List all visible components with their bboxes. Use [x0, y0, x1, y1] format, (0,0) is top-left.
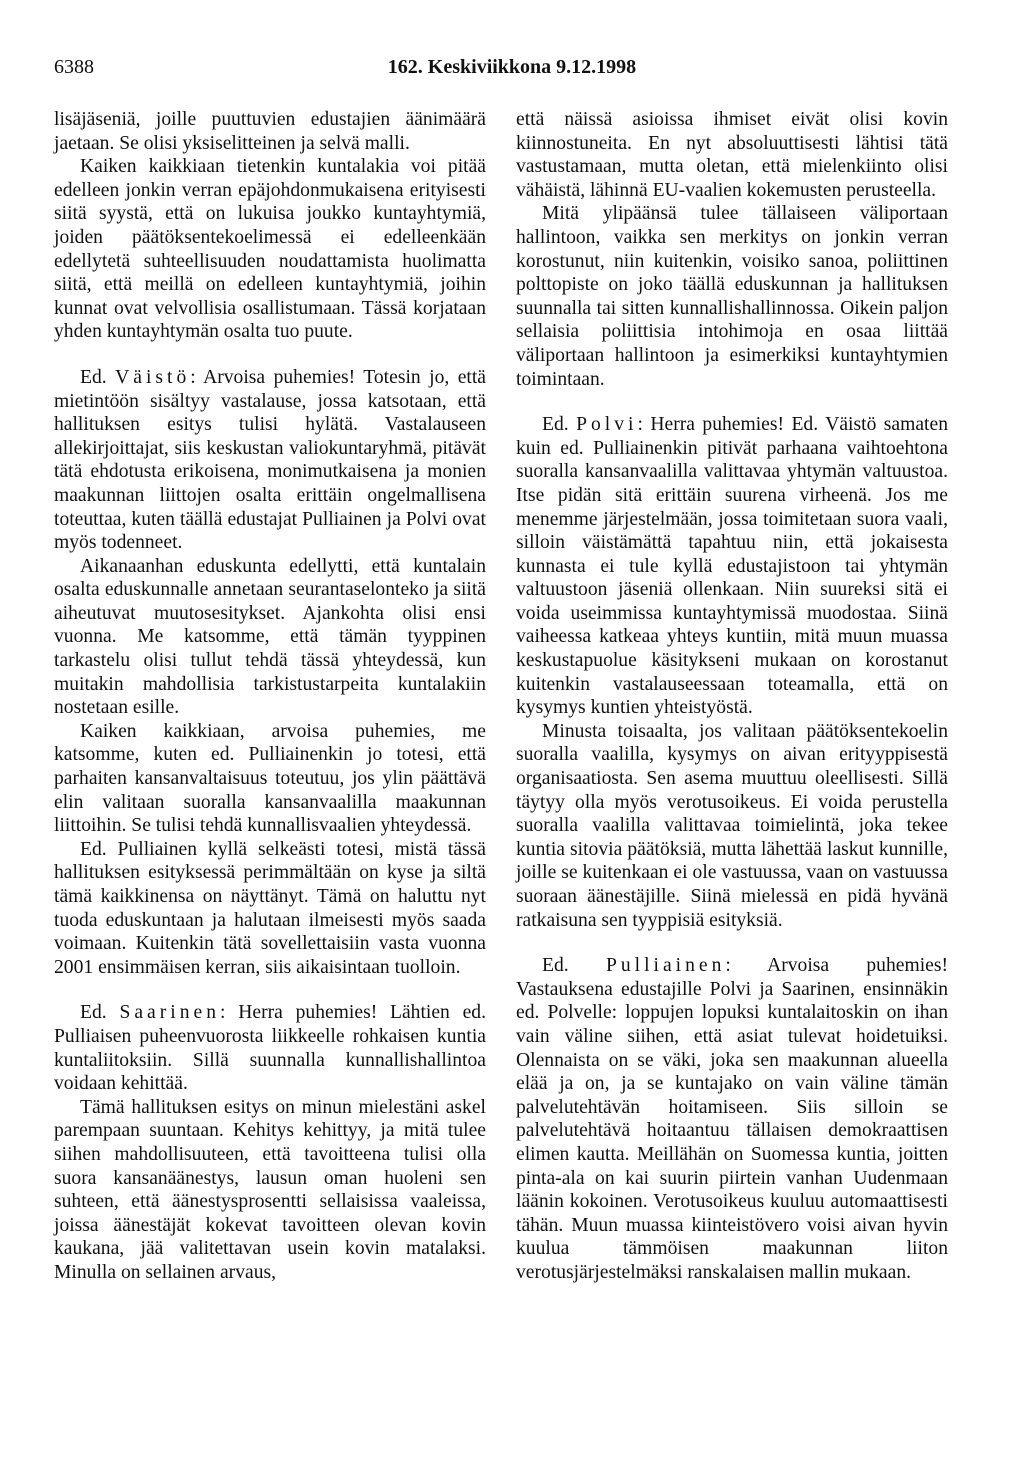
issue-title: 162. Keskiviikkona 9.12.1998 [387, 56, 637, 78]
speech-paragraph: Ed. Polvi: Herra puhemies! Ed. Väistö samaten kuin ed. Pulliainenkin pitivät parhaana vaihtoehtona suoralla kansanvaalilla valittavaa yhtymän valtuustoa. Itse pidän sitä erittäin suurena virheenä. Jos me menemme järjestelmään, jossa toimitetaan suora vaali, silloin väistämättä tapahtuu niin, että jokaisesta kunnasta ei tule kyllä edustajistoon tai yhtymän valtuustoon jäseniä ollenkaan. Niin suureksi sitä ei voida useimmissa kuntayhtymissä muodostaa. Siinä vaiheessa katkeaa yhteys kuntiin, mitä muun muassa keskustapuolue käsitykseni mukaan on korostanut kuitenkin vastalauseessaan toteamalla, että on kysymys kuntien yhteistyöstä. [516, 414, 948, 719]
speaker-prefix: Ed. [80, 1002, 107, 1024]
paragraph: Ed. Pulliainen kyllä selkeästi totesi, mistä tässä hallituksen esityksessä perimmältään on kyse ja siltä tämä kaikkinensa on näyttänyt. Tämä on haluttu nyt tuoda eduskuntaan ja halutaan ilmeisesti myös saada voimaan. Kuitenkin tätä sovellettaisiin vasta vuonna 2001 ensimmäisen kerran, siis aikaisintaan tuolloin. [54, 838, 486, 978]
left-column [54, 108, 486, 1285]
speaker-prefix: Ed. [542, 414, 569, 436]
paragraph: Minusta toisaalta, jos valitaan päätöksentekoelin suoralla vaalilla, kysymys on aivan erityyppisestä organisaatiosta. Sen asema muuttuu oleellisesti. Sillä täytyy olla myös verotusoikeus. Ei voida perustella suoralla vaalilla valittavaa toimielintä, joka tekee kuntia sitovia päätöksiä, mutta lähettää laskut kunnille, joille se kuitenkaan ei ole vastuussa, vaan on vastuussa suoraan äänestäjille. Siinä mielessä en pidä hyvänä ratkaisuna sen tyyppisiä esityksiä. [516, 720, 948, 931]
paragraph: Kaiken kaikkiaan, arvoisa puhemies, me katsomme, kuten ed. Pulliainenkin jo totesi, että parhaiten kansanvaltaisuus toteutuu, jos ylin päättävä elin valitaan suoralla kansanvaalilla maakunnan liittoihin. Se tulisi tehdä kunnallisvaalien yhteydessä. [54, 720, 486, 837]
speaker-name: Polvi [576, 414, 638, 436]
speaker-name: Saarinen [119, 1002, 221, 1024]
page-number: 6388 [54, 56, 94, 78]
speaker-name: Pulliainen [605, 955, 726, 977]
speech-paragraph: Ed. Pulliainen: Arvoisa puhemies! Vastauksena edustajille Polvi ja Saarinen, ensinnäkin ed. Polvelle: loppujen lopuksi kuntalaitoskin on ihan vain väline siihen, että asiat tulevat hoidetuiksi. Olennaista on se väki, joka sen maakunnan alueella elää ja on, ja se kuntajako on vain väline tämän palvelutehtävän hoitamiseen. Siis silloin se palvelutehtävä hoitaantuu tällaisen demokraattisen elimen kautta. Meillähän on Suomessa kuntia, joitten pinta-ala on kai suurin piirtein vanhan Uudenmaan läänin kokoinen. Verotusoikeus kuuluu automaattisesti tähän. Muun muassa kiinteistövero voisi aivan hyvin kuulua tämmöisen maakunnan liiton verotusjärjestelmäksi ranskalaisen mallin mukaan. [516, 955, 948, 1283]
paragraph: Tämä hallituksen esitys on minun mielestäni askel parempaan suuntaan. Kehitys kehittyy, ja mitä tulee siihen mahdollisuuteen, että tavoitteena tulisi olla suora kansanäänestys, lausun oman huoleni sen suhteen, että äänestysprosentti sellaisissa vaaleissa, joissa äänestäjät kokevat tavoitteen olevan kovin kaukana, jää valitettavan usein kovin matalaksi. Minulla on sellainen arvaus, [54, 1096, 486, 1283]
speaker-prefix: Ed. [80, 366, 107, 388]
paragraph: Kaiken kaikkiaan tietenkin kuntalakia voi pitää edelleen jonkin verran epäjohdonmukaisena erityisesti siitä syystä, että on lukuisa joukko kuntayhtymiä, joiden päätöksentekoelimessä ei edelleenkään edellytetä suhteellisuuden noudattamista huolimatta siitä, että meillä on edelleen kuntayhtymiä, joihin kunnat ovat velvollisia osallistumaan. Tässä korjataan yhden kuntayhtymän osalta tuo puute. [54, 156, 486, 343]
speech-paragraph: Ed. Saarinen: Herra puhemies! Lähtien ed. Pulliaisen puheenvuorosta liikkeelle rohkaisen kuntia kuntaliitoksiin. Sillä suunnalla kunnallishallintoa voidaan kehittää. [54, 1002, 486, 1095]
speaker-prefix: Ed. [542, 955, 569, 977]
paragraph: Aikanaanhan eduskunta edellytti, että kuntalain osalta eduskunnalle annetaan seurantaselonteko ja siitä aiheutuvat muutosesitykset. Ajankohta olisi ensi vuonna. Me katsomme, että tämän tyyppinen tarkastelu olisi tullut tehdä tässä yhteydessä, kun muitakin mahdollisia tarkistustarpeita kuntalakiin nostetaan esille. [54, 555, 486, 719]
speaker-name: Väistö [115, 366, 191, 388]
page-header [54, 56, 970, 82]
right-column [516, 108, 948, 1285]
paragraph: lisäjäseniä, joille puuttuvien edustajien äänimäärä jaetaan. Se olisi yksiselitteinen ja selvä malli. [54, 109, 486, 154]
speech-paragraph: Ed. Väistö: Arvoisa puhemies! Totesin jo, että mietintöön sisältyy vastalause, jossa katsotaan, että hallituksen esitys tulisi hylätä. Vastalauseen allekirjoittajat, siis keskustan valiokuntaryhmä, pitävät tätä ehdotusta erikoisena, monimutkaisena ja monien maakunnan liittojen osalta erittäin ongelmallisena toteuttaa, kuten täällä edustajat Pulliainen ja Polvi ovat myös todenneet. [54, 366, 486, 554]
paragraph: Mitä ylipäänsä tulee tällaiseen väliportaan hallintoon, vaikka sen merkitys on jonkin verran korostunut, niin kuitenkin, voisiko sanoa, poliittinen polttopiste on joko täällä eduskunnan ja hallituksen suunnalla tai sitten kunnallishallinnossa. Oikein paljon sellaisia poliittisia intohimoja en osaa liittää väliportaan hallintoon ja esimerkiksi kuntayhtymien toimintaan. [516, 203, 948, 390]
paragraph: että näissä asioissa ihmiset eivät olisi kovin kiinnostuneita. En nyt absoluuttisesti lähtisi tätä vastustamaan, mutta oletan, että mielenkiinto olisi vähäistä, lähinnä EU-vaalien kokemusten perusteella. [516, 109, 948, 201]
